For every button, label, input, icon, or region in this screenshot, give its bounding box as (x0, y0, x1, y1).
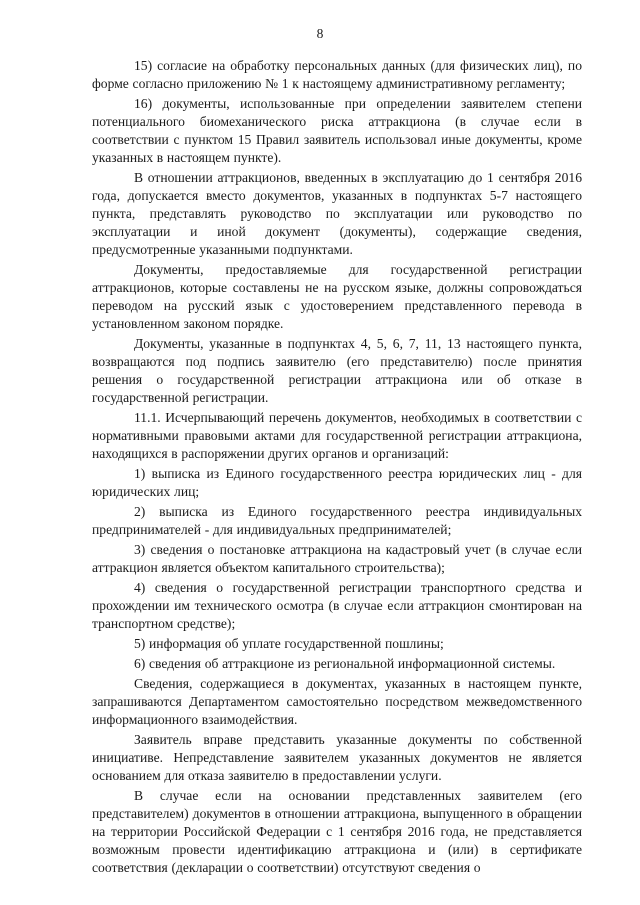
paragraph-subitem-16: 16) документы, использованные при определении заявителем степени потенциального биомеханического риска аттракциона (в случае если в соответствии с пунктом 15 Правил заявитель использовал иные документы, кроме указанных в настоящем пункте). (92, 96, 582, 165)
page-number: 8 (316, 26, 324, 41)
list-item-2: 2) выписка из Единого государственного реестра индивидуальных предпринимателей - для индивидуальных предпринимателей; (92, 504, 582, 537)
list-item-5: 5) информация об уплате государственной пошлины; (134, 636, 444, 651)
paragraph-section-11-1: 11.1. Исчерпывающий перечень документов, необходимых в соответствии с нормативными правовыми актами для государственной регистрации аттракциона, находящихся в распоряжении других органов и организаций: (92, 410, 582, 461)
paragraph-subitem-15: 15) согласие на обработку персональных данных (для физических лиц), по форме согласно приложению № 1 к настоящему административному регламенту; (92, 58, 582, 91)
list-item-3: 3) сведения о постановке аттракциона на кадастровый учет (в случае если аттракцион является объектом капитального строительства); (92, 542, 582, 575)
document-body (92, 57, 582, 877)
paragraph-identification-case: В случае если на основании представленных заявителем (его представителем) документов в отношении аттракциона, выпущенного в обращении на территории Российской Федерации с 1 сентября 2016 года, не представляется возможным провести идентификацию аттракциона и (или) в сертификате соответствия (декларации о соответствии) отсутствуют сведения о (92, 788, 582, 875)
paragraph-documents-returned: Документы, указанные в подпунктах 4, 5, 6, 7, 11, 13 настоящего пункта, возвращаются под подпись заявителю (его представителю) после принятия решения о государственной регистрации аттракциона или об отказе в государственной регистрации. (92, 336, 582, 405)
list-item-4: 4) сведения о государственной регистрации транспортного средства и прохождении им технического осмотра (в случае если аттракцион смонтирован на транспортном средстве); (92, 580, 582, 631)
paragraph-interagency-request: Сведения, содержащиеся в документах, указанных в настоящем пункте, запрашиваются Департаментом самостоятельно посредством межведомственного информационного взаимодействия. (92, 676, 582, 727)
paragraph-applicant-initiative: Заявитель вправе представить указанные документы по собственной инициативе. Непредставление заявителем указанных документов не является основанием для отказа заявителю в предоставлении услуги. (92, 732, 582, 783)
paragraph-pre-2016-attractions: В отношении аттракционов, введенных в эксплуатацию до 1 сентября 2016 года, допускается вместо документов, указанных в подпунктах 5-7 настоящего пункта, представлять руководство по эксплуатации или руководство по эксплуатации и иной документ (документы), содержащие сведения, предусмотренные указанными подпунктами. (92, 170, 582, 257)
list-item-1: 1) выписка из Единого государственного реестра юридических лиц - для юридических лиц; (92, 466, 582, 499)
list-item-6: 6) сведения об аттракционе из региональной информационной системы. (134, 656, 556, 671)
paragraph-translation-requirement: Документы, предоставляемые для государственной регистрации аттракционов, которые составлены не на русском языке, должны сопровождаться переводом на русский язык с удостоверением представленного перевода в установленном законом порядке. (92, 262, 582, 331)
